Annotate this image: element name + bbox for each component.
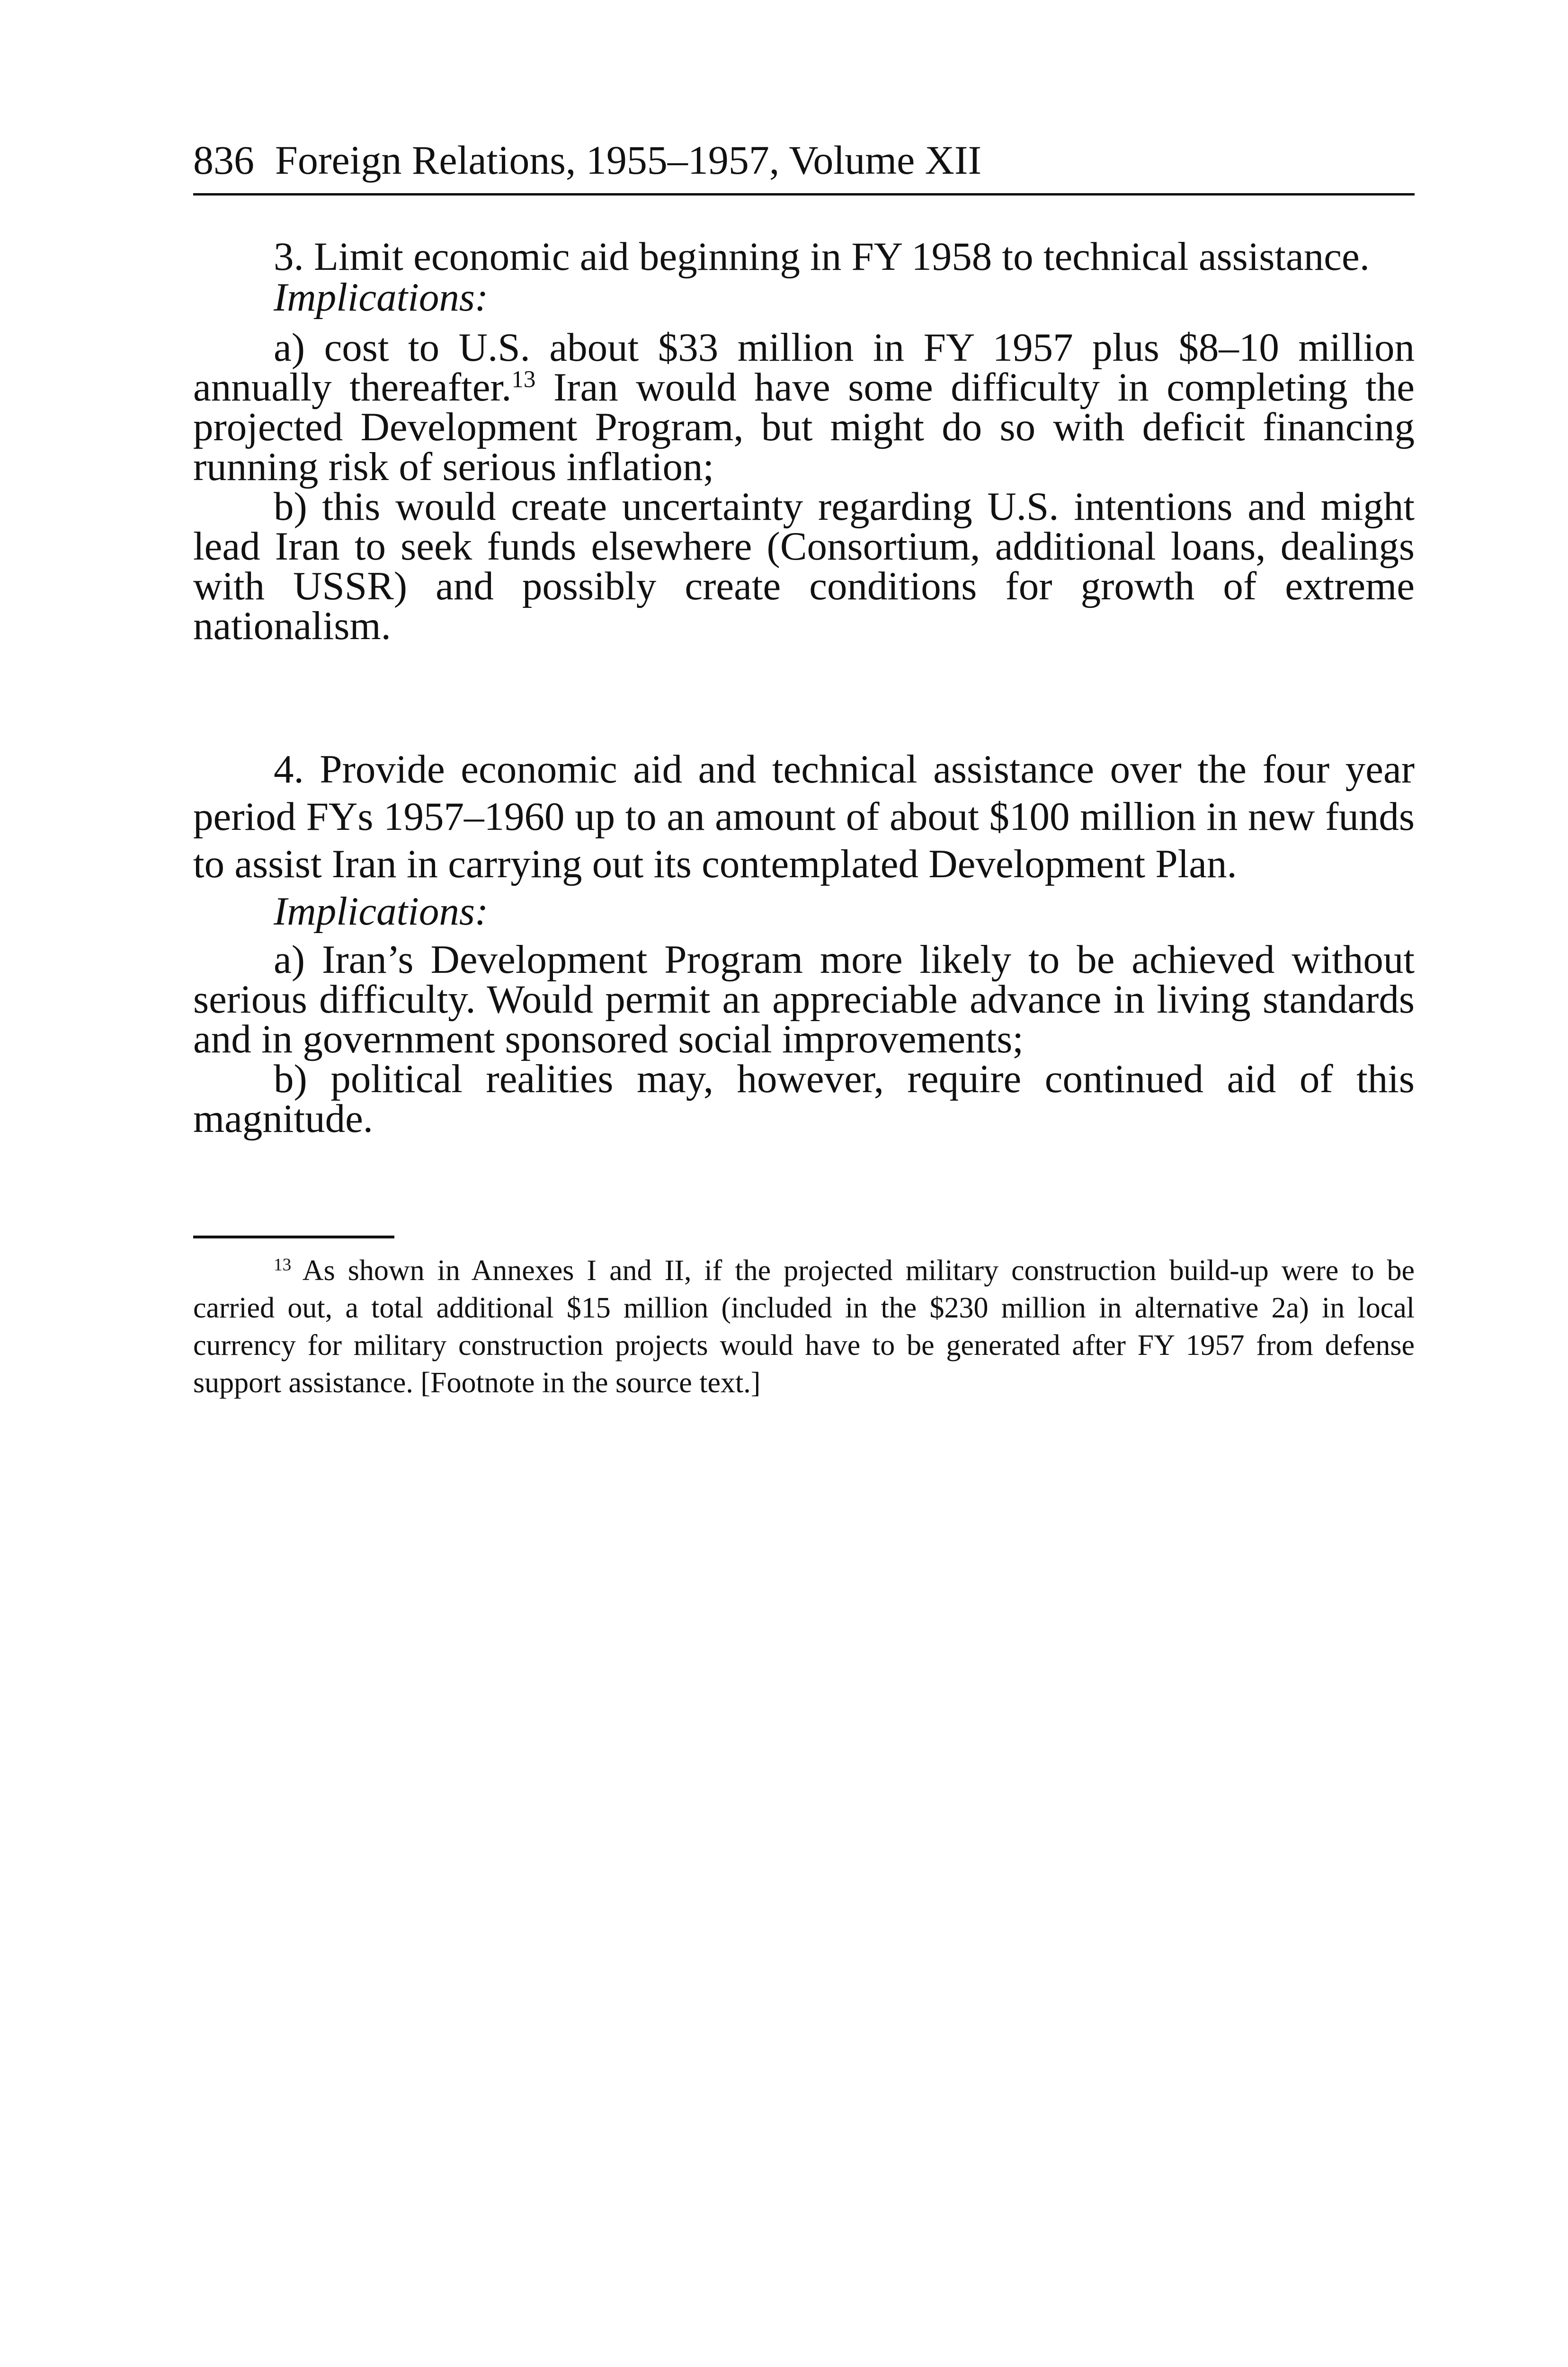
section-3-item-a [193,325,1415,489]
section-3-item-a-text: a) cost to U.S. about $33 million in FY 1957 plus $8–10 million annually thereafter. [193,325,1415,409]
section-3-item-b: b) this would create uncertainty regarding U.S. intentions and might lead Iran to seek funds elsewhere (Consortium, additional loans, dealings with USSR) and possibly create conditions for growth of extreme nationalism. [193,484,1415,648]
document-page [193,0,1415,2367]
page-number: 836 [193,137,254,183]
footnote-separator [193,1236,394,1238]
section-3-implications-label: Implications: [274,275,489,320]
section-3-heading: 3. Limit economic aid beginning in FY 1958 to technical assistance. [274,234,1370,279]
section-4-item-a: a) Iran’s Development Program more likely to be achieved without serious difficulty. Would permit an appreciable advance in living standards and in government sponsored social improvements; [193,937,1415,1061]
section-3-item-a-continued: Iran would have some difficulty in completing the projected Development Program, but might do so with deficit financing running risk of serious inflation; [193,365,1415,489]
running-header [193,136,1415,196]
section-4-heading: 4. Provide economic aid and technical assistance over the four year period FYs 1957–1960 up to an amount of about $100 million in new funds to assist Iran in carrying out its contemplated Development Plan. [193,747,1415,886]
section-3 [193,234,1415,648]
footnote-reference: 13 [511,366,536,393]
volume-title: Foreign Relations, 1955–1957, Volume XII [275,137,982,183]
footnote-13 [193,1252,1415,1402]
section-4-implications-label: Implications: [274,889,489,934]
footnote-number: 13 [274,1255,292,1275]
section-4-item-b: b) political realities may, however, require continued aid of this magnitude. [193,1057,1415,1141]
section-4 [193,746,1415,1139]
footnote-text: As shown in Annexes I and II, if the projected military construction build-up were to be carried out, a total additional $15 million (included in the $230 million in alternative 2a) in local currency for military construction projects would have to be generated after FY 1957 from defense support assistance. [Footnote in the source text.] [193,1255,1415,1399]
